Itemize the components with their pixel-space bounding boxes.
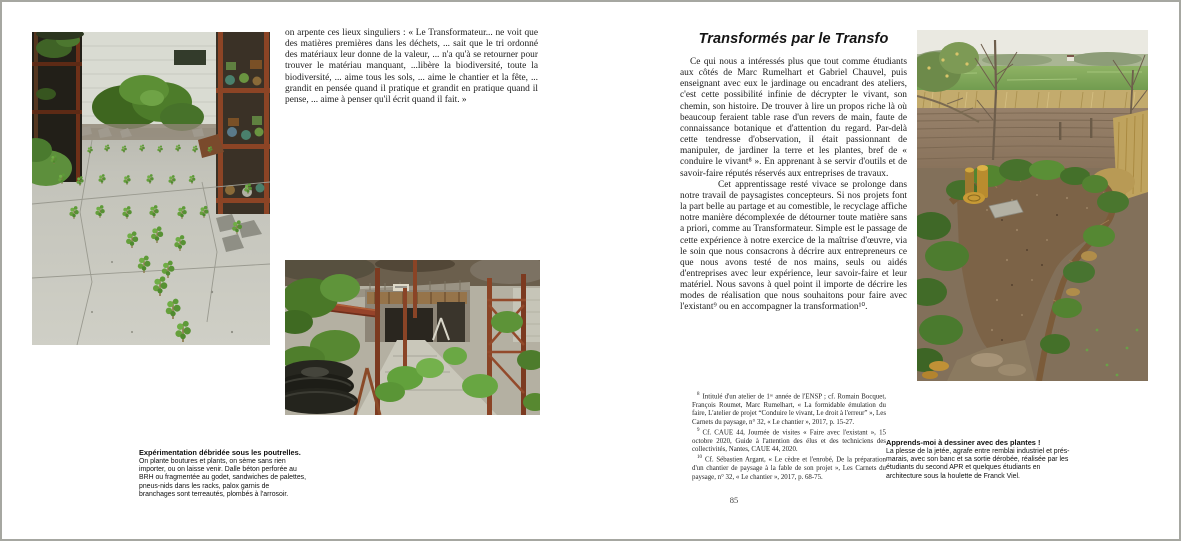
footnote-9-text: Cf. CAUE 44, Journée de visites « Faire avec l'existant », 15 octobre 2020, Guide à l'attention des élus et des techniciens des collectivités, Nantes, CAUE 44, 2020.	[692, 429, 886, 454]
left-caption-body: On plante boutures et plants, on sème sans rien importer, ou on laisse venir. Dalle béton perforée au BRH ou fragmentée au godet, sandwiches de palettes, pneus-nids dans les racks, palox garnis de branchages sont terreautés, plombés à l'arrosoir.	[139, 457, 307, 498]
footnote-8	[692, 391, 886, 427]
footnote-8-text: Intitulé d'un atelier de 1ʳᵉ année de l'ENSP ; cf. Romain Bocquet, François Roumet, Marc Rumelhart, « La formidable émulation du faire, L'atelier de projet “Conduire le vivant, Le droit à l'erreur” », Les Carnets du paysage, n° 32, « Le chantier », 2017, p. 15-27.	[692, 393, 886, 426]
photo-courtyard-cuttings	[32, 32, 270, 345]
left-photo-caption	[139, 449, 307, 499]
body-paragraph-2: Cet apprentissage resté vivace se prolonge dans notre travail de paysagistes concepteurs. Si nos projets font la part belle au partage et au comestible, le recyclage affiche notre manière décomplexée de détourner toute matière sans a priori, comme au Transformateur. Simple est le passage de cette expérience à notre exercice de la maîtrise d'œuvre, via le soin que nous consacrons à décrire aux entrepreneurs ce que nous avons testé de nos mains, seuls ou aidés d'entreprises avec leur expérience, leur savoir-faire et leur matériel. Nous savons à quel point il importe de décrire les modes de réalisation que nous souhaitons pour faire avec l'existant⁹ ou en accompagner la transformation¹⁰.	[680, 179, 907, 313]
footnote-8-number: 8	[697, 392, 700, 397]
right-photo-caption	[886, 439, 1078, 481]
photo-plesse-garden	[917, 30, 1148, 381]
tire-stack	[285, 360, 358, 414]
footnote-9-number: 9	[697, 427, 700, 433]
right-caption-body: La plesse de la jetée, agrafe entre remblai industriel et prés-marais, avec son banc et sa sortie dérobée, réalisée par les étudiants du second APR et quelques étudiants en architecture sous la houlette de Franck Viel.	[886, 447, 1070, 480]
chapter-heading: Transformés par le Transfo	[698, 31, 889, 47]
page-number: 85	[729, 495, 739, 505]
body-text-column	[680, 57, 907, 314]
left-quote-text: on arpente ces lieux singuliers : « Le Transformateur... ne voit que des matières premières dans les déchets, ... sait que le tri ordonné des matériaux leur donne de la valeur, ... n'a qu'à se retourner pour trouver le matériau manquant, ...libère la biodiversité, toute la biodiversité, ... aime tous les sols, ... aime le chantier et la fête, ... grandit en pensée quand il pratique et grandit en pratique quand il pense, ... aime à penser qu'il écrit quand il fait. »	[285, 28, 538, 105]
footnotes	[692, 391, 886, 482]
body-paragraph-1: Ce qui nous a intéressés plus que tout comme étudiants aux côtés de Marc Rumelhart et Gabriel Chauvel, puis enseignant avec eux le jardinage ou encadrant des ateliers, c'est cette possibilité infinie de décrypter le vivant, son chemin, son histoire. De trouver à lire un propos riche là où beaucoup feraient table rase d'un revers de main, faute de connaissance botanique et d'attention du regard. Par-delà cette tendresse d'observation, il était passionnant de manipuler, de jardiner la terre et les plantes, bref de « conduire le vivant⁸ ». En apprenant à se servir d'outils et de savoir-faire réputés réservés aux entreprises de travaux.	[680, 57, 907, 179]
photo-steel-structure	[285, 260, 540, 415]
left-caption-title: Expérimentation débridée sous les poutrelles.	[139, 448, 301, 457]
footnote-10-number: 10	[697, 455, 702, 461]
footnote-9	[692, 427, 886, 455]
footnote-10	[692, 454, 886, 482]
footnote-10-text: Cf. Sébastien Argant, « Le cèdre et l'enrobé, De la préparation d'un chantier de paysage à la fable de son projet », Les Carnets du paysage, n° 32, « Le chantier », 2017, p. 68-75.	[692, 456, 886, 481]
right-caption-title: Apprends-moi à dessiner avec des plantes !	[886, 438, 1041, 447]
